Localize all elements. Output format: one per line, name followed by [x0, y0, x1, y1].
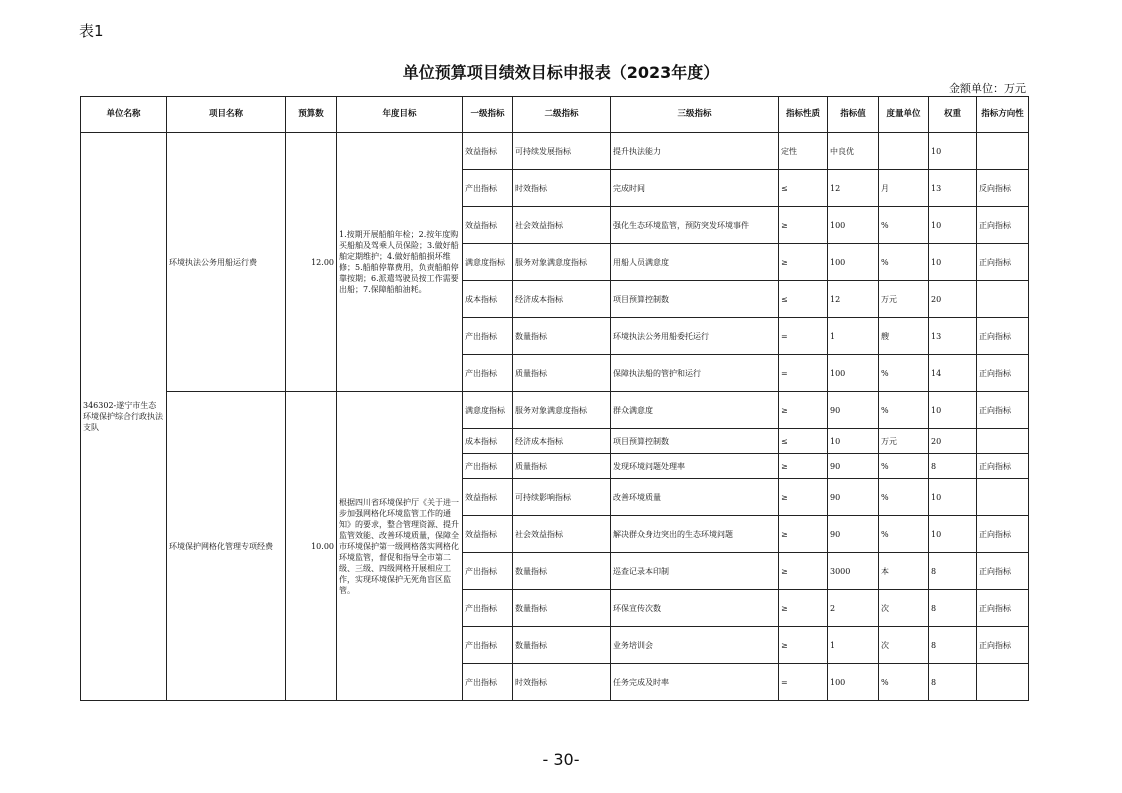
indicator-nature-cell: 定性	[779, 133, 828, 170]
indicator-l3-cell: 巡查记录本印制	[611, 553, 779, 590]
indicator-unit-cell: 次	[879, 627, 929, 664]
indicator-dir-cell	[977, 133, 1029, 170]
indicator-l1-cell: 产出指标	[463, 454, 513, 479]
indicator-dir-cell: 正向指标	[977, 207, 1029, 244]
indicator-unit-cell: %	[879, 454, 929, 479]
header-cell: 三级指标	[611, 97, 779, 133]
indicator-nature-cell: =	[779, 664, 828, 701]
indicator-l1-cell: 产出指标	[463, 553, 513, 590]
performance-target-table	[80, 96, 1029, 701]
indicator-value-cell: 10	[828, 429, 879, 454]
indicator-weight-cell: 8	[929, 627, 977, 664]
indicator-l2-cell: 数量指标	[513, 553, 611, 590]
indicator-dir-cell: 正向指标	[977, 553, 1029, 590]
indicator-l2-cell: 经济成本指标	[513, 281, 611, 318]
header-cell: 度量单位	[879, 97, 929, 133]
indicator-weight-cell: 10	[929, 244, 977, 281]
indicator-value-cell: 90	[828, 392, 879, 429]
indicator-l1-cell: 效益指标	[463, 133, 513, 170]
unit-name-cell: 346302-遂宁市生态环境保护综合行政执法支队	[81, 133, 167, 701]
indicator-dir-cell	[977, 281, 1029, 318]
indicator-value-cell: 12	[828, 170, 879, 207]
indicator-l1-cell: 成本指标	[463, 429, 513, 454]
indicator-nature-cell: ≥	[779, 207, 828, 244]
indicator-l1-cell: 效益指标	[463, 479, 513, 516]
indicator-dir-cell: 反向指标	[977, 170, 1029, 207]
indicator-nature-cell: ≤	[779, 281, 828, 318]
budget-cell: 12.00	[286, 133, 337, 392]
indicator-l1-cell: 成本指标	[463, 281, 513, 318]
header-cell: 预算数	[286, 97, 337, 133]
table-number-label: 表1	[79, 22, 104, 40]
indicator-nature-cell: ≥	[779, 516, 828, 553]
indicator-l1-cell: 满意度指标	[463, 392, 513, 429]
indicator-l3-cell: 项目预算控制数	[611, 281, 779, 318]
indicator-weight-cell: 8	[929, 454, 977, 479]
indicator-weight-cell: 10	[929, 516, 977, 553]
indicator-dir-cell: 正向指标	[977, 392, 1029, 429]
indicator-l2-cell: 可持续影响指标	[513, 479, 611, 516]
header-cell: 一级指标	[463, 97, 513, 133]
indicator-weight-cell: 13	[929, 318, 977, 355]
indicator-l3-cell: 群众满意度	[611, 392, 779, 429]
indicator-nature-cell: ≤	[779, 170, 828, 207]
indicator-l2-cell: 数量指标	[513, 627, 611, 664]
indicator-weight-cell: 10	[929, 479, 977, 516]
indicator-nature-cell: ≤	[779, 429, 828, 454]
indicator-unit-cell: 万元	[879, 281, 929, 318]
indicator-l3-cell: 完成时间	[611, 170, 779, 207]
indicator-weight-cell: 14	[929, 355, 977, 392]
indicator-unit-cell: 艘	[879, 318, 929, 355]
indicator-weight-cell: 10	[929, 392, 977, 429]
indicator-value-cell: 100	[828, 664, 879, 701]
indicator-l2-cell: 数量指标	[513, 590, 611, 627]
header-cell: 年度目标	[337, 97, 463, 133]
indicator-dir-cell: 正向指标	[977, 627, 1029, 664]
indicator-l2-cell: 时效指标	[513, 664, 611, 701]
indicator-l3-cell: 解决群众身边突出的生态环境问题	[611, 516, 779, 553]
indicator-dir-cell	[977, 664, 1029, 701]
indicator-l2-cell: 质量指标	[513, 454, 611, 479]
indicator-dir-cell: 正向指标	[977, 355, 1029, 392]
indicator-l3-cell: 强化生态环境监管，预防突发环境事件	[611, 207, 779, 244]
indicator-l3-cell: 提升执法能力	[611, 133, 779, 170]
indicator-l1-cell: 产出指标	[463, 355, 513, 392]
indicator-l2-cell: 时效指标	[513, 170, 611, 207]
indicator-nature-cell: ≥	[779, 553, 828, 590]
indicator-l1-cell: 效益指标	[463, 516, 513, 553]
indicator-l3-cell: 发现环境问题处理率	[611, 454, 779, 479]
indicator-value-cell: 90	[828, 479, 879, 516]
amount-unit-note: 金额单位：万元	[949, 82, 1026, 95]
indicator-unit-cell: 月	[879, 170, 929, 207]
indicator-weight-cell: 20	[929, 429, 977, 454]
indicator-value-cell: 90	[828, 516, 879, 553]
project-name-cell: 环境执法公务用船运行费	[167, 133, 286, 392]
indicator-l1-cell: 产出指标	[463, 664, 513, 701]
indicator-value-cell: 100	[828, 207, 879, 244]
indicator-unit-cell: %	[879, 244, 929, 281]
indicator-l1-cell: 产出指标	[463, 590, 513, 627]
indicator-l3-cell: 环保宣传次数	[611, 590, 779, 627]
indicator-weight-cell: 10	[929, 133, 977, 170]
indicator-l3-cell: 环境执法公务用船委托运行	[611, 318, 779, 355]
indicator-unit-cell: %	[879, 664, 929, 701]
indicator-l2-cell: 服务对象满意度指标	[513, 392, 611, 429]
indicator-value-cell: 3000	[828, 553, 879, 590]
indicator-dir-cell: 正向指标	[977, 318, 1029, 355]
indicator-unit-cell: %	[879, 479, 929, 516]
annual-goal-cell: 1.按期开展船舶年检；2.按年度购买船舶及驾乘人员保险；3.做好船舶定期维护；4.做好船舶损坏维修；5.船舶停靠费用，负责船舶停靠按期；6.派遣驾驶员按工作需要出船；7.保障船舶油耗。	[337, 133, 463, 392]
indicator-dir-cell	[977, 479, 1029, 516]
indicator-weight-cell: 20	[929, 281, 977, 318]
indicator-unit-cell	[879, 133, 929, 170]
project-name-cell: 环境保护网格化管理专项经费	[167, 392, 286, 701]
indicator-weight-cell: 8	[929, 590, 977, 627]
budget-cell: 10.00	[286, 392, 337, 701]
indicator-value-cell: 100	[828, 355, 879, 392]
indicator-nature-cell: ≥	[779, 454, 828, 479]
indicator-unit-cell: %	[879, 207, 929, 244]
indicator-l1-cell: 产出指标	[463, 627, 513, 664]
indicator-l3-cell: 保障执法船的管护和运行	[611, 355, 779, 392]
indicator-unit-cell: 次	[879, 590, 929, 627]
indicator-unit-cell: %	[879, 516, 929, 553]
header-cell: 指标值	[828, 97, 879, 133]
indicator-l3-cell: 项目预算控制数	[611, 429, 779, 454]
header-cell: 单位名称	[81, 97, 167, 133]
indicator-nature-cell: ≥	[779, 590, 828, 627]
indicator-dir-cell: 正向指标	[977, 516, 1029, 553]
indicator-value-cell: 12	[828, 281, 879, 318]
annual-goal-cell: 根据四川省环境保护厅《关于进一步加强网格化环境监管工作的通知》的要求，整合管理资源、提升监管效能、改善环境质量，保障全市环境保护第一级网格落实网格化环境监管，督促和指导全市第二级、三级、四级网格开展相应工作，实现环境保护无死角盲区监管。	[337, 392, 463, 701]
indicator-value-cell: 1	[828, 318, 879, 355]
indicator-l2-cell: 社会效益指标	[513, 207, 611, 244]
indicator-l2-cell: 数量指标	[513, 318, 611, 355]
indicator-dir-cell: 正向指标	[977, 590, 1029, 627]
indicator-nature-cell: =	[779, 318, 828, 355]
indicator-unit-cell: %	[879, 355, 929, 392]
table-row	[81, 392, 1029, 429]
indicator-l3-cell: 改善环境质量	[611, 479, 779, 516]
indicator-value-cell: 2	[828, 590, 879, 627]
indicator-dir-cell: 正向指标	[977, 454, 1029, 479]
page-title: 单位预算项目绩效目标申报表（2023年度）	[402, 63, 720, 82]
indicator-l1-cell: 产出指标	[463, 170, 513, 207]
header-cell: 权重	[929, 97, 977, 133]
indicator-l3-cell: 用船人员满意度	[611, 244, 779, 281]
indicator-value-cell: 90	[828, 454, 879, 479]
indicator-unit-cell: %	[879, 392, 929, 429]
indicator-weight-cell: 8	[929, 553, 977, 590]
indicator-l1-cell: 产出指标	[463, 318, 513, 355]
header-cell: 指标性质	[779, 97, 828, 133]
indicator-l1-cell: 满意度指标	[463, 244, 513, 281]
indicator-l2-cell: 可持续发展指标	[513, 133, 611, 170]
header-cell: 二级指标	[513, 97, 611, 133]
indicator-l3-cell: 业务培训会	[611, 627, 779, 664]
indicator-l1-cell: 效益指标	[463, 207, 513, 244]
indicator-l2-cell: 经济成本指标	[513, 429, 611, 454]
indicator-value-cell: 中良优	[828, 133, 879, 170]
indicator-nature-cell: ≥	[779, 627, 828, 664]
page-number: - 30-	[542, 750, 580, 769]
indicator-unit-cell: 本	[879, 553, 929, 590]
indicator-l2-cell: 质量指标	[513, 355, 611, 392]
indicator-l2-cell: 社会效益指标	[513, 516, 611, 553]
indicator-nature-cell: ≥	[779, 479, 828, 516]
indicator-unit-cell: 万元	[879, 429, 929, 454]
indicator-weight-cell: 13	[929, 170, 977, 207]
indicator-value-cell: 100	[828, 244, 879, 281]
header-cell: 项目名称	[167, 97, 286, 133]
indicator-l2-cell: 服务对象满意度指标	[513, 244, 611, 281]
header-row	[81, 97, 1029, 133]
indicator-dir-cell: 正向指标	[977, 244, 1029, 281]
indicator-nature-cell: ≥	[779, 392, 828, 429]
indicator-weight-cell: 10	[929, 207, 977, 244]
indicator-nature-cell: =	[779, 355, 828, 392]
indicator-value-cell: 1	[828, 627, 879, 664]
indicator-nature-cell: ≥	[779, 244, 828, 281]
table-row	[81, 133, 1029, 170]
indicator-l3-cell: 任务完成及时率	[611, 664, 779, 701]
header-cell: 指标方向性	[977, 97, 1029, 133]
indicator-dir-cell	[977, 429, 1029, 454]
indicator-weight-cell: 8	[929, 664, 977, 701]
